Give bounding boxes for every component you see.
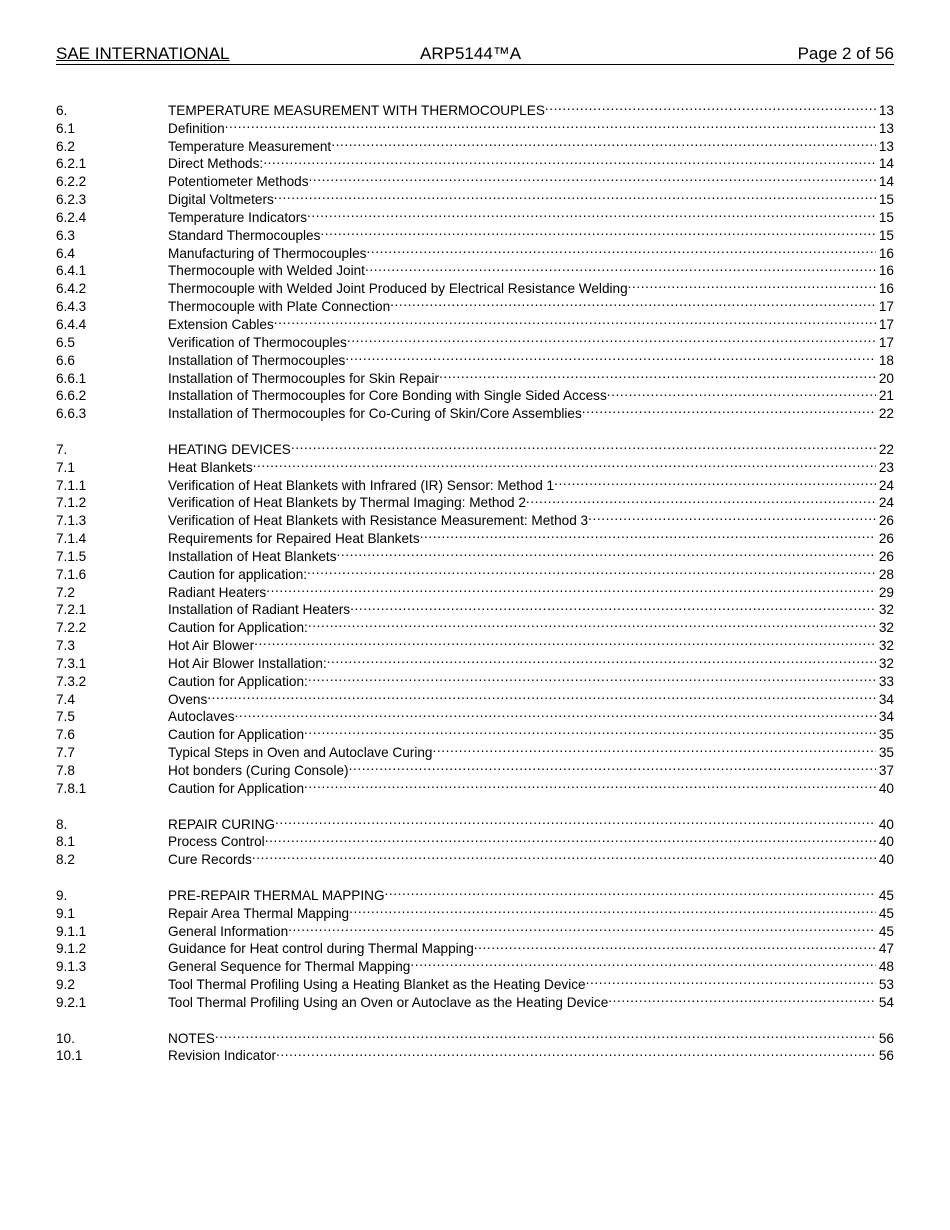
- toc-entry[interactable]: [56, 436, 894, 457]
- toc-entry-number: 7.3.1: [56, 655, 87, 671]
- toc-entry-number: 8.: [56, 816, 68, 832]
- toc-entry-number: 7.2.2: [56, 620, 87, 636]
- toc-entry-title: Verification of Heat Blankets by Thermal Imaging: Method 2: [168, 495, 526, 511]
- toc-entry-page: 24: [878, 495, 894, 511]
- toc-entry-number: 7.2.1: [56, 602, 87, 618]
- toc-dot-leader: [588, 507, 876, 525]
- toc-dot-leader: [385, 882, 876, 900]
- toc-entry-page: 21: [878, 388, 894, 404]
- toc-entry-number: 6.3: [56, 227, 75, 243]
- toc-dot-leader: [308, 614, 876, 632]
- toc-section-group: [56, 882, 894, 1010]
- toc-dot-leader: [582, 400, 876, 418]
- page-number: Page 2 of 56: [797, 44, 894, 63]
- toc-entry-title: Ovens: [168, 691, 208, 707]
- toc-entry-title: Heat Blankets: [168, 459, 253, 475]
- toc-dot-leader: [254, 632, 876, 650]
- toc-entry-page: 29: [878, 584, 894, 600]
- document-number: ARP5144™A: [420, 44, 522, 63]
- toc-entry-title: Installation of Radiant Heaters: [168, 602, 351, 618]
- toc-entry-title: Thermocouple with Welded Joint Produced by Electrical Resistance Welding: [168, 281, 628, 297]
- toc-entry-number: 7.7: [56, 745, 75, 761]
- toc-entry-number: 8.1: [56, 834, 75, 850]
- toc-entry-title: Typical Steps in Oven and Autoclave Curing: [168, 745, 433, 761]
- toc-entry-page: 47: [878, 941, 894, 957]
- toc-entry-number: 6.6.2: [56, 388, 87, 404]
- toc-dot-leader: [215, 1025, 876, 1043]
- toc-entry-number: 7.1.6: [56, 566, 87, 582]
- toc-entry-page: 26: [878, 531, 894, 547]
- toc-entry-title: Cure Records: [168, 852, 252, 868]
- table-of-contents: [56, 97, 894, 1078]
- toc-entry-page: 45: [878, 923, 894, 939]
- toc-dot-leader: [320, 222, 876, 240]
- toc-entry-title: Standard Thermocouples: [168, 227, 321, 243]
- toc-entry-number: 7.3.2: [56, 673, 87, 689]
- toc-dot-leader: [307, 204, 876, 222]
- toc-dot-leader: [207, 686, 876, 704]
- toc-entry-number: 6.5: [56, 334, 75, 350]
- toc-entry-page: 34: [878, 709, 894, 725]
- toc-entry-number: 9.1: [56, 905, 75, 921]
- toc-entry-page: 16: [878, 281, 894, 297]
- toc-entry-title: General Information: [168, 923, 289, 939]
- toc-entry-number: 7.2: [56, 584, 75, 600]
- toc-entry-title: HEATING DEVICES: [168, 441, 291, 457]
- toc-entry-title: Process Control: [168, 834, 265, 850]
- toc-entry-title: Digital Voltmeters: [168, 192, 274, 208]
- toc-entry-page: 32: [878, 602, 894, 618]
- toc-entry-title: Thermocouple with Welded Joint: [168, 263, 365, 279]
- toc-entry-page: 22: [878, 406, 894, 422]
- toc-entry-page: 45: [878, 887, 894, 903]
- toc-entry-title: Hot bonders (Curing Console): [168, 763, 349, 779]
- toc-entry-title: Installation of Thermocouples for Core Bonding with Single Sided Access: [168, 388, 607, 404]
- toc-entry-page: 40: [878, 834, 894, 850]
- toc-dot-leader: [345, 347, 876, 365]
- toc-dot-leader: [365, 258, 876, 276]
- toc-entry-title: Hot Air Blower: [168, 638, 255, 654]
- toc-entry-number: 7.1.4: [56, 531, 87, 547]
- toc-dot-leader: [439, 365, 876, 383]
- toc-entry-page: 16: [878, 263, 894, 279]
- toc-entry-page: 37: [878, 763, 894, 779]
- toc-dot-leader: [276, 1043, 876, 1061]
- toc-dot-leader: [288, 918, 876, 936]
- toc-entry-number: 9.1.3: [56, 959, 87, 975]
- toc-entry-number: 6.2.4: [56, 209, 87, 225]
- toc-dot-leader: [350, 597, 876, 615]
- toc-section-group: [56, 436, 894, 796]
- toc-entry-page: 33: [878, 673, 894, 689]
- toc-entry-number: 7.4: [56, 691, 75, 707]
- toc-entry-title: Verification of Heat Blankets with Resistance Measurement: Method 3: [168, 513, 589, 529]
- toc-dot-leader: [308, 668, 876, 686]
- toc-entry-page: 32: [878, 655, 894, 671]
- toc-entry-title: Installation of Thermocouples for Co-Curing of Skin/Core Assemblies: [168, 406, 582, 422]
- toc-entry-page: 13: [878, 102, 894, 118]
- toc-entry-page: 40: [878, 852, 894, 868]
- toc-entry-title: Verification of Heat Blankets with Infrared (IR) Sensor: Method 1: [168, 477, 555, 493]
- toc-entry-number: 10.: [56, 1030, 75, 1046]
- toc-entry-title: Caution for Application: [168, 780, 305, 796]
- toc-dot-leader: [432, 739, 876, 757]
- toc-entry-page: 17: [878, 316, 894, 332]
- toc-entry-page: 26: [878, 513, 894, 529]
- toc-entry-number: 7.1.3: [56, 513, 87, 529]
- toc-entry-page: 23: [878, 459, 894, 475]
- toc-entry-page: 15: [878, 192, 894, 208]
- toc-entry-page: 20: [878, 370, 894, 386]
- toc-dot-leader: [349, 900, 876, 918]
- toc-entry-page: 53: [878, 977, 894, 993]
- toc-entry-title: Caution for Application: [168, 727, 305, 743]
- toc-dot-leader: [474, 936, 876, 954]
- toc-entry-page: 16: [878, 245, 894, 261]
- toc-entry-title: Thermocouple with Plate Connection: [168, 299, 391, 315]
- toc-dot-leader: [420, 525, 876, 543]
- toc-dot-leader: [275, 811, 876, 829]
- toc-entry-number: 9.: [56, 887, 68, 903]
- toc-entry-title: Radiant Heaters: [168, 584, 267, 600]
- toc-entry-page: 14: [878, 156, 894, 172]
- toc-entry-page: 15: [878, 227, 894, 243]
- toc-entry-page: 14: [878, 174, 894, 190]
- toc-entry-title: Temperature Measurement: [168, 138, 332, 154]
- toc-entry-title: Requirements for Repaired Heat Blankets: [168, 531, 420, 547]
- toc-entry-number: 6.6.3: [56, 406, 87, 422]
- toc-entry-page: 22: [878, 441, 894, 457]
- toc-entry-title: Caution for Application:: [168, 673, 308, 689]
- toc-entry-number: 9.1.2: [56, 941, 87, 957]
- toc-entry-number: 6.6.1: [56, 370, 87, 386]
- toc-section-group: [56, 1025, 894, 1064]
- toc-entry-page: 15: [878, 209, 894, 225]
- toc-entry-number: 6.4: [56, 245, 75, 261]
- toc-entry-number: 7.6: [56, 727, 75, 743]
- toc-entry-title: Installation of Thermocouples for Skin Repair: [168, 370, 440, 386]
- toc-entry-page: 13: [878, 120, 894, 136]
- toc-dot-leader: [253, 454, 876, 472]
- toc-entry-title: Installation of Heat Blankets: [168, 548, 337, 564]
- toc-entry-number: 6.2.2: [56, 174, 87, 190]
- toc-entry-title: Tool Thermal Profiling Using an Oven or Autoclave as the Heating Device: [168, 994, 609, 1010]
- toc-entry-page: 17: [878, 299, 894, 315]
- toc-entry-title: Direct Methods:: [168, 156, 264, 172]
- toc-dot-leader: [390, 293, 876, 311]
- toc-entry-number: 7.1.2: [56, 495, 87, 511]
- toc-entry-title: Repair Area Thermal Mapping: [168, 905, 350, 921]
- toc-entry-number: 6.4.2: [56, 281, 87, 297]
- toc-entry-title: Revision Indicator: [168, 1048, 277, 1064]
- toc-entry-number: 7.1.1: [56, 477, 87, 493]
- toc-entry-page: 32: [878, 620, 894, 636]
- toc-entry-title: Potentiometer Methods: [168, 174, 309, 190]
- toc-entry-number: 6.4.1: [56, 263, 87, 279]
- toc-entry-title: Hot Air Blower Installation:: [168, 655, 327, 671]
- toc-dot-leader: [608, 989, 876, 1007]
- toc-dot-leader: [307, 561, 876, 579]
- toc-entry-number: 6.1: [56, 120, 75, 136]
- toc-entry-title: Definition: [168, 120, 225, 136]
- toc-entry-number: 9.2: [56, 977, 75, 993]
- publisher-name: SAE INTERNATIONAL: [56, 44, 230, 63]
- toc-entry-number: 6.2.3: [56, 192, 87, 208]
- toc-entry-page: 18: [878, 352, 894, 368]
- toc-entry[interactable]: [56, 1025, 894, 1046]
- toc-dot-leader: [349, 757, 876, 775]
- toc-entry-page: 13: [878, 138, 894, 154]
- toc-entry[interactable]: [56, 882, 894, 903]
- toc-entry-title: Autoclaves: [168, 709, 235, 725]
- toc-dot-leader: [274, 186, 876, 204]
- toc-dot-leader: [628, 275, 876, 293]
- toc-entry-title: Installation of Thermocouples: [168, 352, 346, 368]
- toc-entry-page: 24: [878, 477, 894, 493]
- toc-entry-title: Caution for application:: [168, 566, 308, 582]
- toc-dot-leader: [337, 543, 876, 561]
- toc-dot-leader: [291, 436, 876, 454]
- toc-dot-leader: [266, 579, 876, 597]
- toc-entry-title: REPAIR CURING: [168, 816, 275, 832]
- toc-entry-title: TEMPERATURE MEASUREMENT WITH THERMOCOUPLES: [168, 102, 545, 118]
- toc-entry-page: 40: [878, 816, 894, 832]
- toc-entry-title: Extension Cables: [168, 316, 274, 332]
- toc-entry-page: 48: [878, 959, 894, 975]
- toc-entry-number: 6.6: [56, 352, 75, 368]
- toc-entry-title: Temperature Indicators: [168, 209, 308, 225]
- toc-dot-leader: [327, 650, 876, 668]
- toc-entry-number: 7.1: [56, 459, 75, 475]
- toc-dot-leader: [304, 721, 876, 739]
- toc-entry-page: 28: [878, 566, 894, 582]
- toc-dot-leader: [274, 311, 876, 329]
- toc-entry-page: 56: [878, 1030, 894, 1046]
- toc-entry-title: General Sequence for Thermal Mapping: [168, 959, 411, 975]
- toc-entry-page: 32: [878, 638, 894, 654]
- toc-entry-page: 40: [878, 780, 894, 796]
- toc-dot-leader: [554, 472, 876, 490]
- toc-entry[interactable]: [56, 97, 894, 118]
- toc-entry-title: PRE-REPAIR THERMAL MAPPING: [168, 887, 385, 903]
- toc-entry-page: 34: [878, 691, 894, 707]
- toc-entry-number: 6.: [56, 102, 68, 118]
- toc-entry-number: 7.8.1: [56, 780, 87, 796]
- toc-entry-title: Guidance for Heat control during Thermal Mapping: [168, 941, 474, 957]
- toc-dot-leader: [607, 383, 876, 401]
- toc-entry-number: 6.2: [56, 138, 75, 154]
- toc-dot-leader: [545, 97, 876, 115]
- toc-entry-number: 7.: [56, 441, 68, 457]
- toc-dot-leader: [225, 115, 876, 133]
- toc-entry-page: 45: [878, 905, 894, 921]
- toc-entry-number: 6.2.1: [56, 156, 87, 172]
- toc-entry-number: 7.8: [56, 763, 75, 779]
- toc-section-group: [56, 97, 894, 422]
- toc-dot-leader: [347, 329, 876, 347]
- toc-entry-title: Manufacturing of Thermocouples: [168, 245, 367, 261]
- toc-entry-number: 9.2.1: [56, 994, 87, 1010]
- toc-entry-number: 9.1.1: [56, 923, 87, 939]
- toc-entry-title: Tool Thermal Profiling Using a Heating Blanket as the Heating Device: [168, 977, 586, 993]
- toc-dot-leader: [304, 775, 876, 793]
- toc-entry-page: 17: [878, 334, 894, 350]
- toc-entry-number: 7.5: [56, 709, 75, 725]
- toc-dot-leader: [526, 490, 876, 508]
- toc-dot-leader: [235, 704, 877, 722]
- toc-entry-number: 8.2: [56, 852, 75, 868]
- toc-section-group: [56, 811, 894, 868]
- toc-dot-leader: [586, 971, 876, 989]
- toc-entry-number: 6.4.4: [56, 316, 87, 332]
- page-header: [56, 44, 894, 65]
- toc-entry-number: 7.1.5: [56, 548, 87, 564]
- toc-entry-number: 10.1: [56, 1048, 83, 1064]
- toc-dot-leader: [252, 846, 876, 864]
- toc-entry-page: 56: [878, 1048, 894, 1064]
- toc-entry-title: NOTES: [168, 1030, 215, 1046]
- toc-entry-page: 35: [878, 745, 894, 761]
- toc-dot-leader: [331, 133, 876, 151]
- toc-entry-title: Caution for Application:: [168, 620, 308, 636]
- toc-entry-page: 54: [878, 994, 894, 1010]
- toc-entry-page: 26: [878, 548, 894, 564]
- toc-dot-leader: [263, 151, 876, 169]
- toc-entry-number: 7.3: [56, 638, 75, 654]
- toc-entry-page: 35: [878, 727, 894, 743]
- toc-entry-number: 6.4.3: [56, 299, 87, 315]
- toc-dot-leader: [265, 829, 876, 847]
- toc-dot-leader: [366, 240, 876, 258]
- toc-entry-title: Verification of Thermocouples: [168, 334, 347, 350]
- toc-dot-leader: [309, 168, 876, 186]
- toc-dot-leader: [410, 953, 876, 971]
- toc-entry[interactable]: [56, 811, 894, 832]
